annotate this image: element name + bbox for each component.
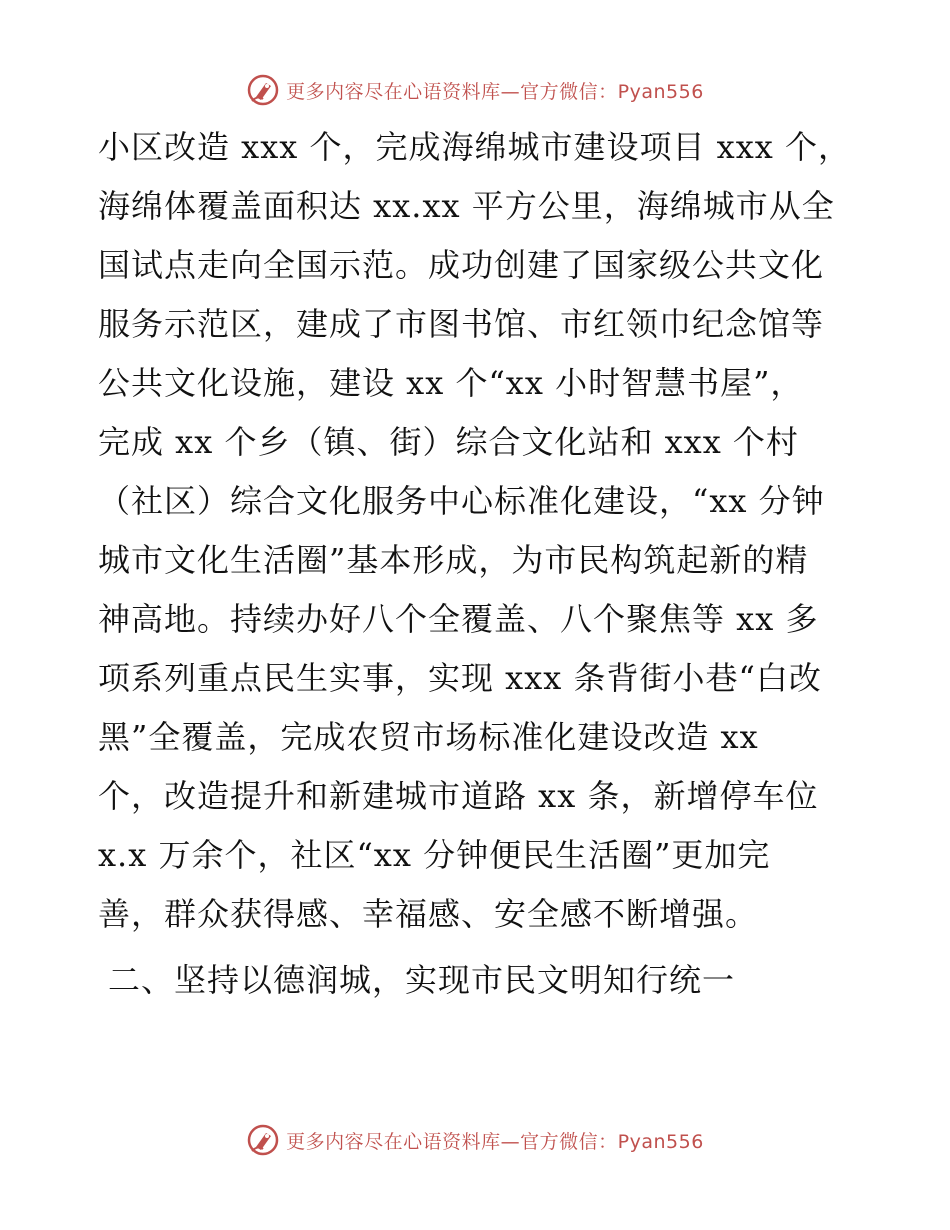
body-line: 公共文化设施，建设 xx 个“xx 小时智慧书屋”， [98, 364, 804, 402]
body-line: 黑”全覆盖，完成农贸市场标准化建设改造 xx [98, 718, 759, 756]
header-banner-text: 更多内容尽在心语资料库—官方微信：Pyan556 [286, 80, 704, 103]
header-banner [0, 70, 950, 110]
section-heading: 二、坚持以德润城，实现市民文明知行统一 [108, 961, 736, 999]
document-body [98, 118, 858, 944]
body-line: 个，改造提升和新建城市道路 xx 条，新增停车位 [98, 777, 819, 815]
body-line: （社区）综合文化服务中心标准化建设，“xx 分钟 [98, 482, 825, 520]
body-line: 神高地。持续办好八个全覆盖、八个聚焦等 xx 多 [98, 600, 819, 638]
footer-banner [0, 1120, 950, 1160]
body-line: 善，群众获得感、幸福感、安全感不断增强。 [98, 895, 759, 933]
body-line: 项系列重点民生实事，实现 xxx 条背街小巷“白改 [98, 659, 822, 697]
body-line: 服务示范区，建成了市图书馆、市红领巾纪念馆等 [98, 305, 825, 343]
footer-banner-text: 更多内容尽在心语资料库—官方微信：Pyan556 [286, 1130, 704, 1153]
body-line: 完成 xx 个乡（镇、街）综合文化站和 xxx 个村 [98, 423, 799, 461]
body-line: 国试点走向全国示范。成功创建了国家级公共文化 [98, 246, 825, 284]
body-line: 城市文化生活圈”基本形成，为市民构筑起新的精 [98, 541, 809, 579]
body-line: x.x 万余个，社区“xx 分钟便民生活圈”更加完 [98, 836, 771, 874]
pen-nib-logo-icon [246, 1123, 280, 1157]
body-line: 小区改造 xxx 个，完成海绵城市建设项目 xxx 个， [98, 128, 851, 166]
pen-nib-logo-icon [246, 73, 280, 107]
body-line: 海绵体覆盖面积达 xx.xx 平方公里，海绵城市从全 [98, 187, 835, 225]
